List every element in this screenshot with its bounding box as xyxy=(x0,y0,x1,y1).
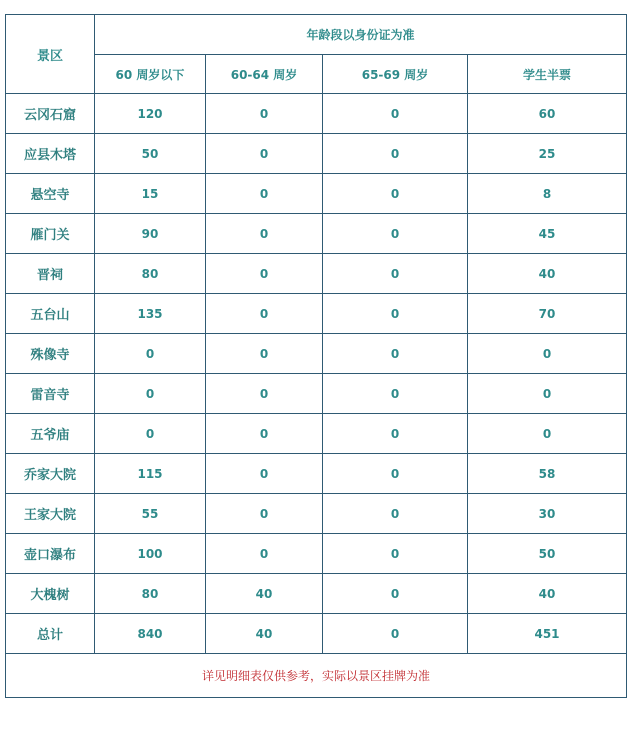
table-cell: 0 xyxy=(323,254,468,294)
column-header: 65-69 周岁 xyxy=(323,55,468,94)
table-cell: 0 xyxy=(206,294,323,334)
table-cell: 100 xyxy=(95,534,206,574)
scenic-area-name: 晋祠 xyxy=(6,254,95,294)
table-row xyxy=(6,574,627,614)
column-header: 学生半票 xyxy=(468,55,627,94)
table-row xyxy=(6,254,627,294)
column-header: 60-64 周岁 xyxy=(206,55,323,94)
table-cell: 115 xyxy=(95,454,206,494)
table-cell: 0 xyxy=(206,174,323,214)
scenic-area-header: 景区 xyxy=(6,15,95,94)
table-cell: 120 xyxy=(95,94,206,134)
table-cell: 0 xyxy=(323,334,468,374)
table-cell: 0 xyxy=(323,374,468,414)
table-cell: 0 xyxy=(206,94,323,134)
table-row xyxy=(6,614,627,654)
table-cell: 0 xyxy=(468,334,627,374)
header-row-group xyxy=(6,15,627,55)
table-cell: 0 xyxy=(323,534,468,574)
table-row xyxy=(6,214,627,254)
table-cell: 0 xyxy=(206,494,323,534)
table-cell: 40 xyxy=(468,574,627,614)
scenic-area-name: 五爷庙 xyxy=(6,414,95,454)
scenic-area-name: 王家大院 xyxy=(6,494,95,534)
table-cell: 0 xyxy=(95,374,206,414)
table-cell: 80 xyxy=(95,574,206,614)
table-cell: 0 xyxy=(206,374,323,414)
table-cell: 0 xyxy=(206,214,323,254)
table-cell: 0 xyxy=(206,134,323,174)
scenic-area-name: 云冈石窟 xyxy=(6,94,95,134)
age-group-header: 年龄段以身份证为准 xyxy=(95,15,627,55)
table-cell: 0 xyxy=(206,334,323,374)
scenic-area-name: 大槐树 xyxy=(6,574,95,614)
table-cell: 0 xyxy=(323,494,468,534)
table-cell: 0 xyxy=(323,614,468,654)
table-row xyxy=(6,334,627,374)
table-cell: 58 xyxy=(468,454,627,494)
table-cell: 30 xyxy=(468,494,627,534)
table-cell: 0 xyxy=(468,374,627,414)
table-cell: 60 xyxy=(468,94,627,134)
table-cell: 25 xyxy=(468,134,627,174)
table-row xyxy=(6,94,627,134)
scenic-area-name: 壶口瀑布 xyxy=(6,534,95,574)
table-cell: 8 xyxy=(468,174,627,214)
scenic-area-name: 五台山 xyxy=(6,294,95,334)
scenic-area-name: 雷音寺 xyxy=(6,374,95,414)
table-cell: 0 xyxy=(323,214,468,254)
table-cell: 90 xyxy=(95,214,206,254)
table-cell: 0 xyxy=(206,254,323,294)
scenic-area-name: 悬空寺 xyxy=(6,174,95,214)
table-cell: 135 xyxy=(95,294,206,334)
scenic-area-name: 应县木塔 xyxy=(6,134,95,174)
table-cell: 0 xyxy=(323,414,468,454)
table-body xyxy=(6,94,627,654)
table-row xyxy=(6,134,627,174)
ticket-price-table-container xyxy=(5,14,626,698)
footnote: 详见明细表仅供参考，实际以景区挂牌为准 xyxy=(6,654,627,698)
table-cell: 0 xyxy=(323,454,468,494)
table-cell: 80 xyxy=(95,254,206,294)
table-cell: 0 xyxy=(95,414,206,454)
table-cell: 40 xyxy=(206,574,323,614)
table-cell: 50 xyxy=(468,534,627,574)
table-cell: 840 xyxy=(95,614,206,654)
scenic-area-name: 总计 xyxy=(6,614,95,654)
table-cell: 45 xyxy=(468,214,627,254)
table-cell: 0 xyxy=(206,414,323,454)
table-cell: 50 xyxy=(95,134,206,174)
table-cell: 15 xyxy=(95,174,206,214)
table-row xyxy=(6,494,627,534)
table-cell: 0 xyxy=(206,534,323,574)
table-cell: 0 xyxy=(206,454,323,494)
table-cell: 40 xyxy=(206,614,323,654)
scenic-area-name: 殊像寺 xyxy=(6,334,95,374)
scenic-area-name: 雁门关 xyxy=(6,214,95,254)
table-cell: 0 xyxy=(323,294,468,334)
table-cell: 0 xyxy=(323,174,468,214)
table-cell: 0 xyxy=(323,574,468,614)
table-cell: 55 xyxy=(95,494,206,534)
table-row xyxy=(6,414,627,454)
column-header: 60 周岁以下 xyxy=(95,55,206,94)
table-row xyxy=(6,374,627,414)
table-cell: 70 xyxy=(468,294,627,334)
table-cell: 0 xyxy=(468,414,627,454)
footnote-row xyxy=(6,654,627,698)
ticket-price-table xyxy=(5,14,627,698)
table-row xyxy=(6,534,627,574)
table-cell: 0 xyxy=(323,94,468,134)
table-cell: 0 xyxy=(95,334,206,374)
table-cell: 0 xyxy=(323,134,468,174)
header-row-columns xyxy=(6,55,627,94)
table-cell: 451 xyxy=(468,614,627,654)
table-row xyxy=(6,454,627,494)
table-row xyxy=(6,174,627,214)
table-cell: 40 xyxy=(468,254,627,294)
table-row xyxy=(6,294,627,334)
scenic-area-name: 乔家大院 xyxy=(6,454,95,494)
